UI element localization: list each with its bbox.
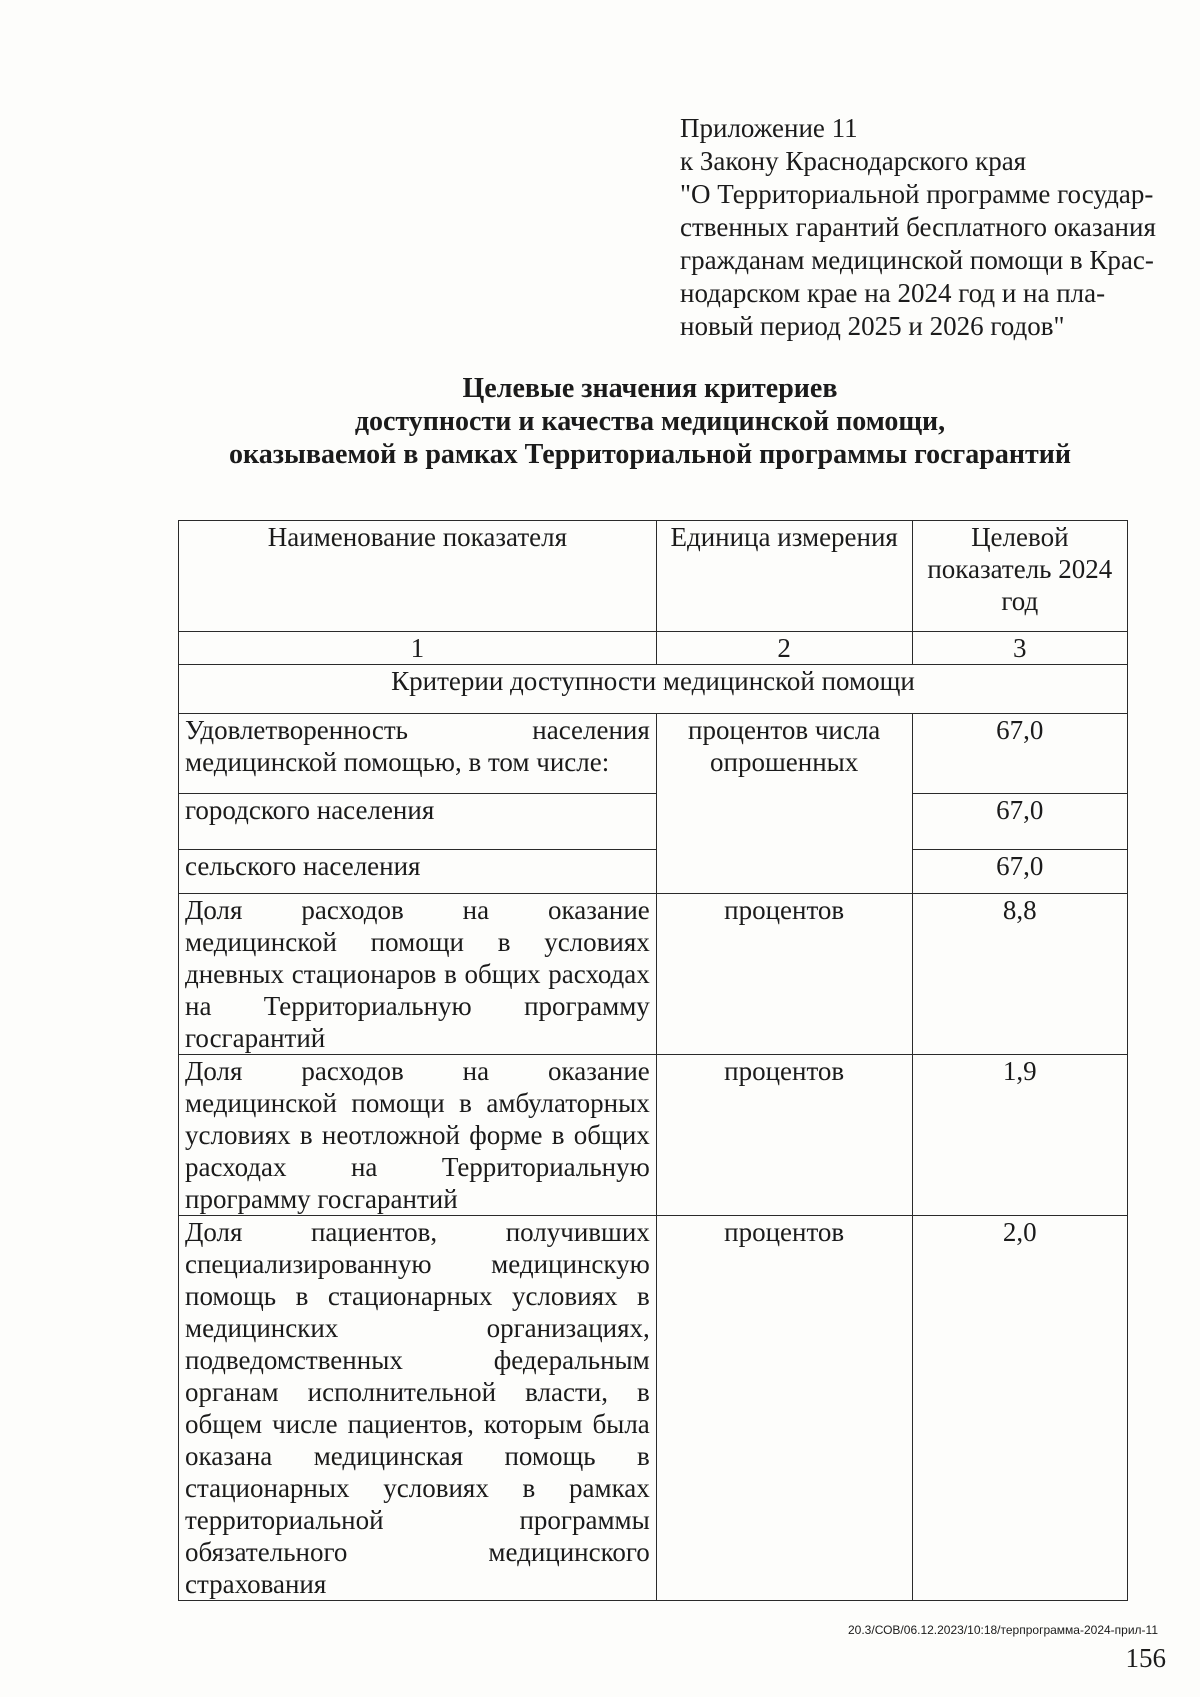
- appendix-line: ственных гарантий бесплатного оказания: [680, 212, 1156, 242]
- row-name: Доля расходов на оказание медицинской помощи в условиях дневных стационаров в общих расходах на Территориальную программу госгарантий: [179, 894, 657, 1055]
- table-row: [179, 850, 1128, 894]
- row-value: 67,0: [912, 850, 1127, 894]
- table-header-row: [179, 521, 1128, 632]
- column-number: 3: [912, 632, 1127, 665]
- row-value: 1,9: [912, 1055, 1127, 1216]
- table-row: [179, 894, 1128, 1055]
- criteria-table: [178, 520, 1128, 1601]
- row-name: сельского населения: [179, 850, 657, 894]
- appendix-line: новый период 2025 и 2026 годов": [680, 311, 1065, 341]
- document-code: 20.3/СОВ/06.12.2023/10:18/терпрограмма-2024-прил-11: [848, 1623, 1158, 1637]
- header-cell-target: Целевой показатель 2024 год: [912, 521, 1127, 632]
- section-title: Критерии доступности медицинской помощи: [179, 665, 1128, 714]
- table-row: [179, 1216, 1128, 1601]
- row-unit: процентов: [656, 1216, 912, 1601]
- row-value: 67,0: [912, 794, 1127, 850]
- row-name: Удовлетворенность населения медицинской помощью, в том числе:: [179, 714, 657, 794]
- column-number-row: [179, 632, 1128, 665]
- header-cell-unit: Единица измерения: [656, 521, 912, 632]
- title-line: Целевые значения критериев: [462, 373, 838, 404]
- appendix-line: к Закону Краснодарского края: [680, 146, 1027, 176]
- row-unit: процентов: [656, 894, 912, 1055]
- page-number: 156: [1125, 1643, 1166, 1673]
- row-value: 8,8: [912, 894, 1127, 1055]
- appendix-line: "О Территориальной программе государ-: [680, 179, 1154, 209]
- appendix-header: [680, 112, 1156, 343]
- section-row: [179, 665, 1128, 714]
- appendix-line: нодарском крае на 2024 год и на пла-: [680, 278, 1106, 308]
- column-number: 2: [656, 632, 912, 665]
- appendix-line: Приложение 11: [680, 113, 858, 143]
- table-row: [179, 714, 1128, 794]
- title-line: оказываемой в рамках Территориальной программы госгарантий: [229, 439, 1071, 470]
- table-row: [179, 1055, 1128, 1216]
- row-unit: процентов: [656, 1055, 912, 1216]
- row-unit: процентов числа опрошенных: [656, 714, 912, 894]
- table-row: [179, 794, 1128, 850]
- row-value: 67,0: [912, 714, 1127, 794]
- document-title: [170, 372, 1130, 471]
- row-name: городского населения: [179, 794, 657, 850]
- title-line: доступности и качества медицинской помощи,: [354, 406, 946, 437]
- row-value: 2,0: [912, 1216, 1127, 1601]
- appendix-line: гражданам медицинской помощи в Крас-: [680, 245, 1154, 275]
- row-name: Доля пациентов, получивших специализированную медицинскую помощь в стационарных условиях в медицинских организациях, подведомственных федеральным органам исполнительной власти, в общем числе пациентов, которым была оказана медицинская помощь в стационарных условиях в рамках территориальной программы обязательного медицинского страхования: [179, 1216, 657, 1601]
- column-number: 1: [179, 632, 657, 665]
- header-cell-name: Наименование показателя: [179, 521, 657, 632]
- row-name: Доля расходов на оказание медицинской помощи в амбулаторных условиях в неотложной форме в общих расходах на Территориальную программу госгарантий: [179, 1055, 657, 1216]
